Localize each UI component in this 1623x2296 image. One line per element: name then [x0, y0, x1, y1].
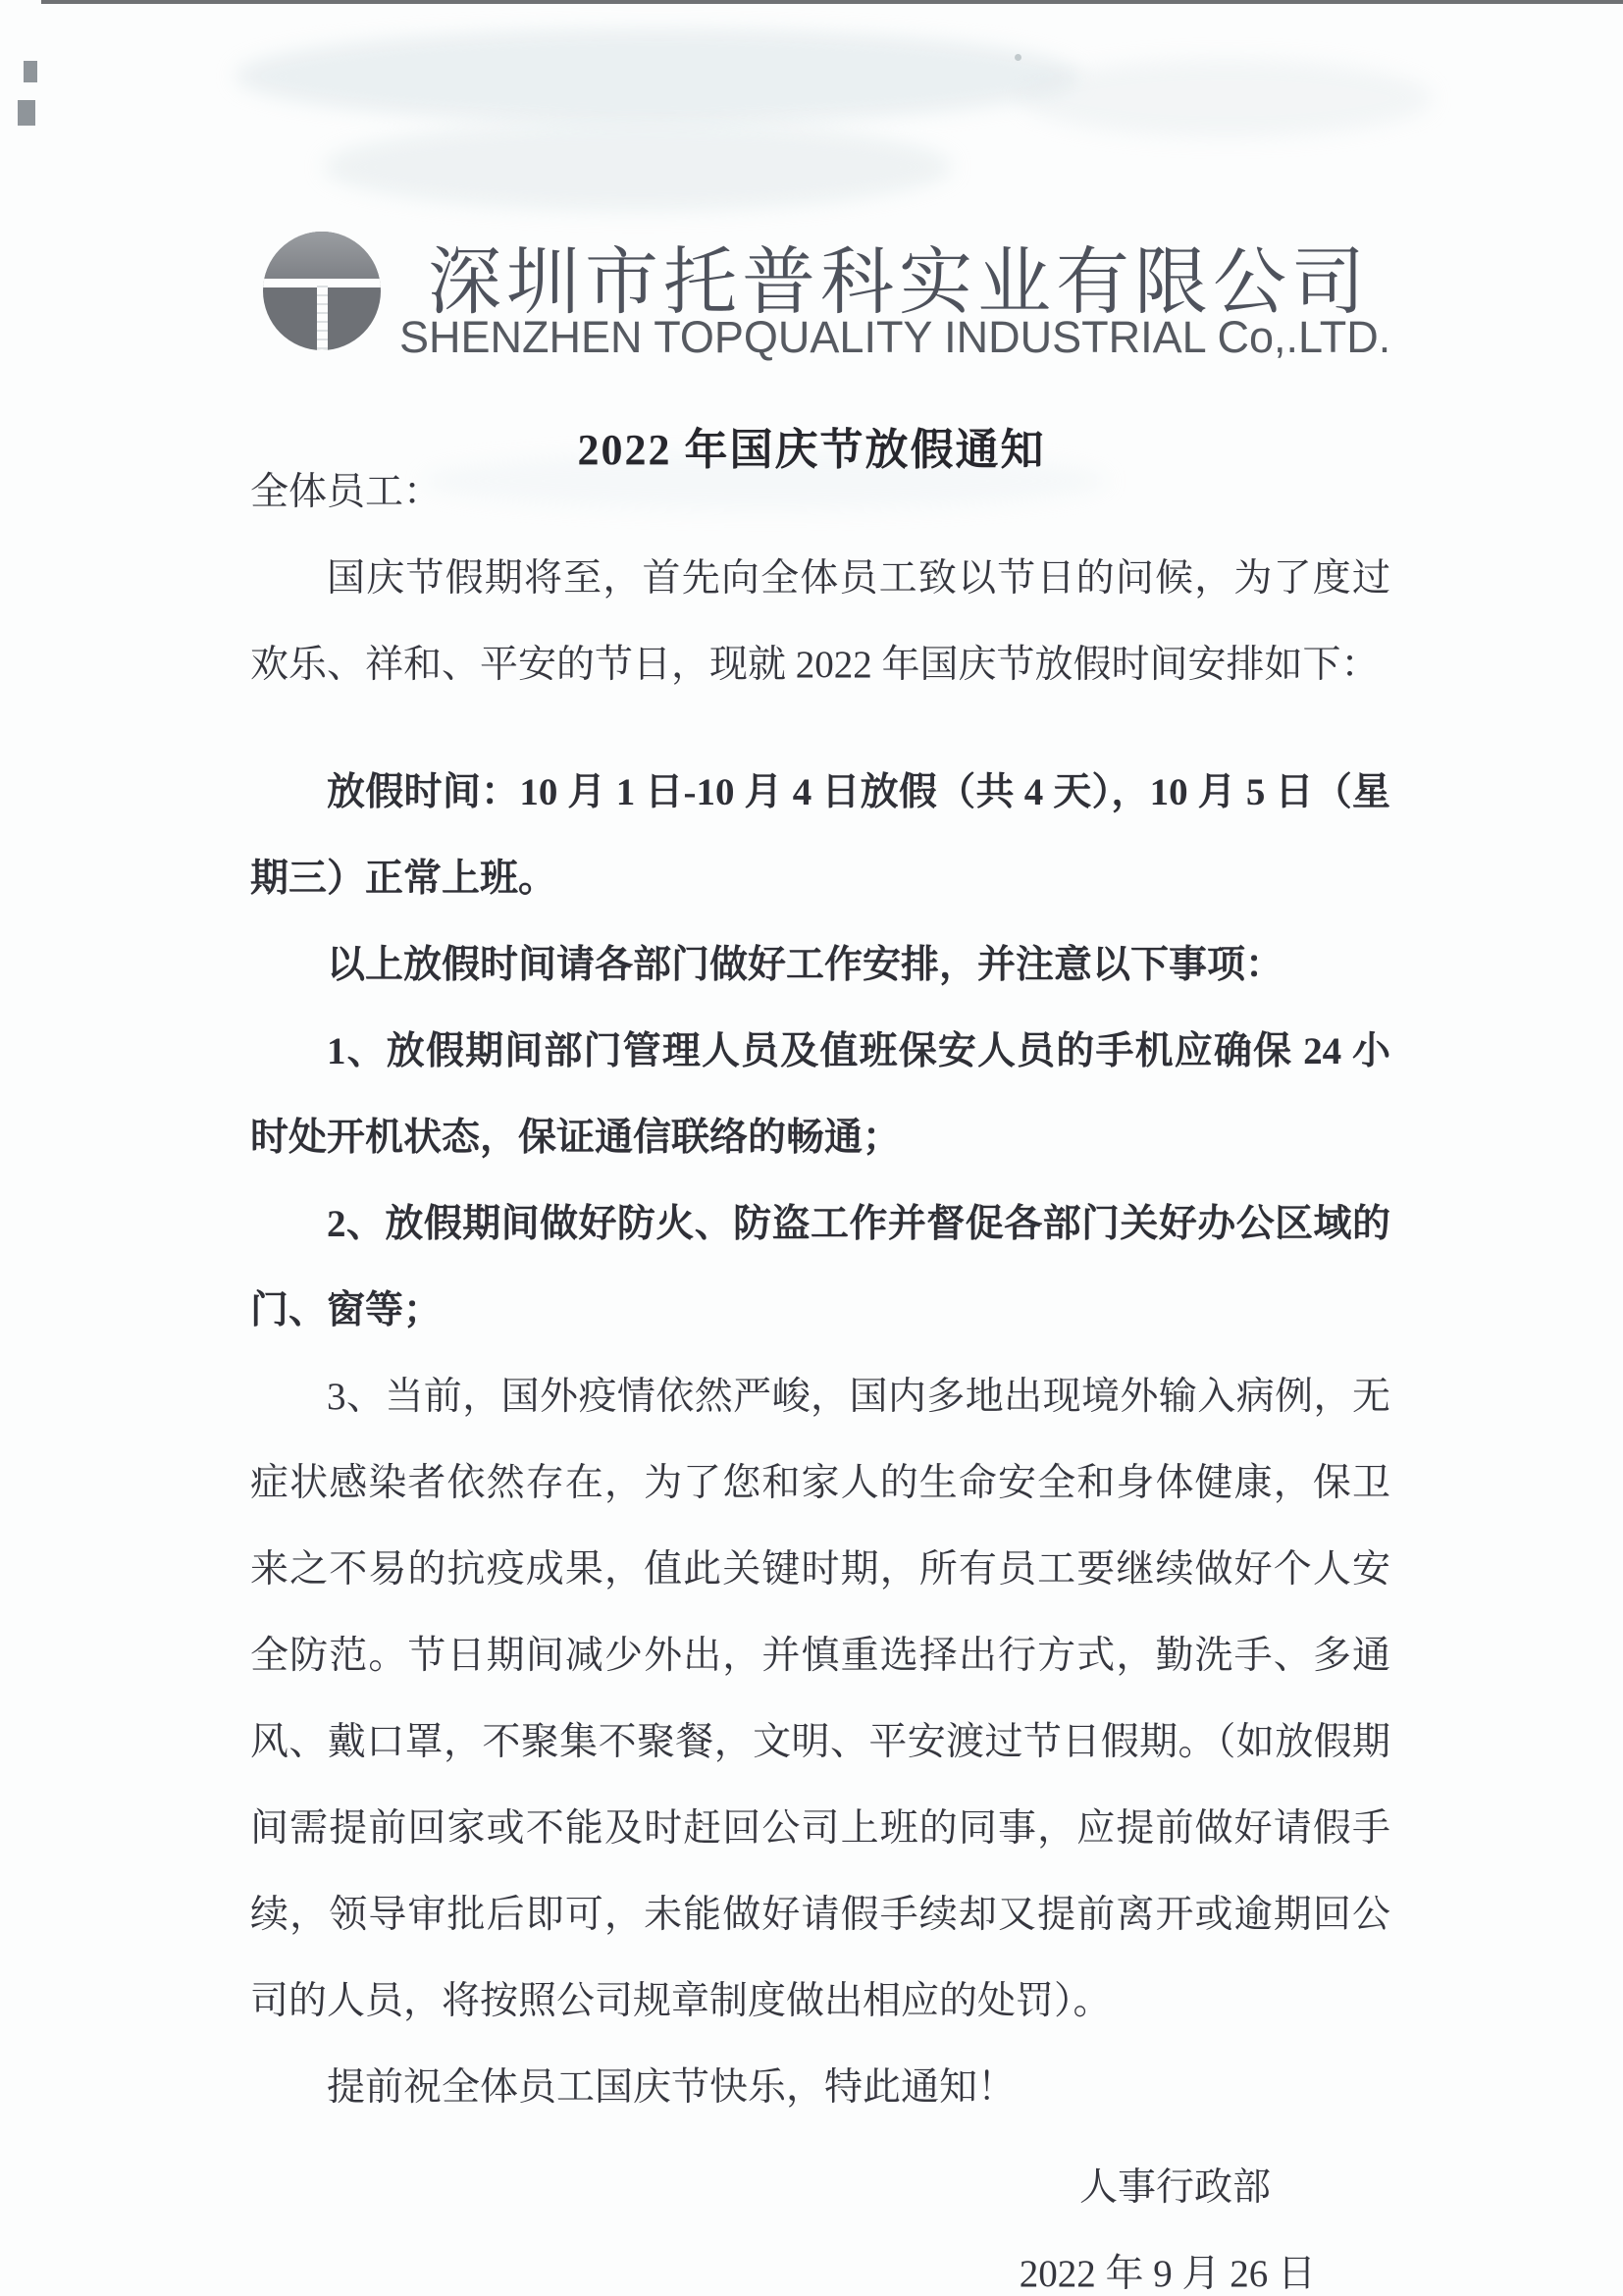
signature-date: 2022 年 9 月 26 日: [1019, 2253, 1316, 2295]
notice-paragraph: 提前祝全体员工国庆节快乐，特此通知！: [327, 2066, 1017, 2109]
notice-body: [250, 449, 1390, 2296]
signature-department: 人事行政部: [1078, 2166, 1271, 2209]
scan-speck: [1015, 54, 1021, 61]
notice-title: 2022 年国庆节放假通知: [577, 426, 1046, 474]
salutation: 全体员工：: [250, 471, 443, 513]
company-name-english: SHENZHEN TOPQUALITY INDUSTRIAL Co,.LTD.: [399, 312, 1391, 362]
scan-speck: [24, 61, 37, 82]
scan-bleedthrough-artifact: [236, 29, 1079, 123]
notice-paragraph: 放假时间：10 月 1 日-10 月 4 日放假（共 4 天），10 月 5 日（星期三）正常上班。: [250, 771, 1390, 900]
scan-speck: [18, 100, 35, 126]
scan-edge-line: [41, 0, 1623, 4]
scan-bleedthrough-artifact: [1021, 59, 1433, 137]
scan-bleedthrough-artifact: [324, 123, 952, 211]
logo-circle: [263, 232, 381, 350]
logo-t-stem: [317, 279, 328, 350]
company-logo-icon: [263, 232, 381, 350]
company-name-chinese: 深圳市托普科实业有限公司: [428, 242, 1371, 324]
notice-paragraph: 3、当前，国外疫情依然严峻，国内多地出现境外输入病例，无症状感染者依然存在，为了您和家人的生命安全和身体健康，保卫来之不易的抗疫成果，值此关键时期，所有员工要继续做好个人安全防范。节日期间减少外出，并慎重选择出行方式，勤洗手、多通风、戴口罩，不聚集不聚餐，文明、平安渡过节日假期。（如放假期间需提前回家或不能及时赶回公司上班的同事，应提前做好请假手续，领导审批后即可，未能做好请假手续却又提前离开或逾期回公司的人员，将按照公司规章制度做出相应的处罚）。: [250, 1376, 1390, 2022]
paragraph-container: [250, 536, 1390, 2131]
notice-paragraph: 以上放假时间请各部门做好工作安排，并注意以下事项：: [327, 944, 1284, 986]
notice-paragraph: 1、放假期间部门管理人员及值班保安人员的手机应确保 24 小时处开机状态，保证通信联络的畅通；: [250, 1030, 1390, 1159]
notice-paragraph: 2、放假期间做好防火、防盗工作并督促各部门关好办公区域的门、窗等；: [250, 1203, 1390, 1331]
notice-paragraph: 国庆节假期将至，首先向全体员工致以节日的问候，为了度过欢乐、祥和、平安的节日，现就 2022 年国庆节放假时间安排如下：: [250, 557, 1390, 686]
